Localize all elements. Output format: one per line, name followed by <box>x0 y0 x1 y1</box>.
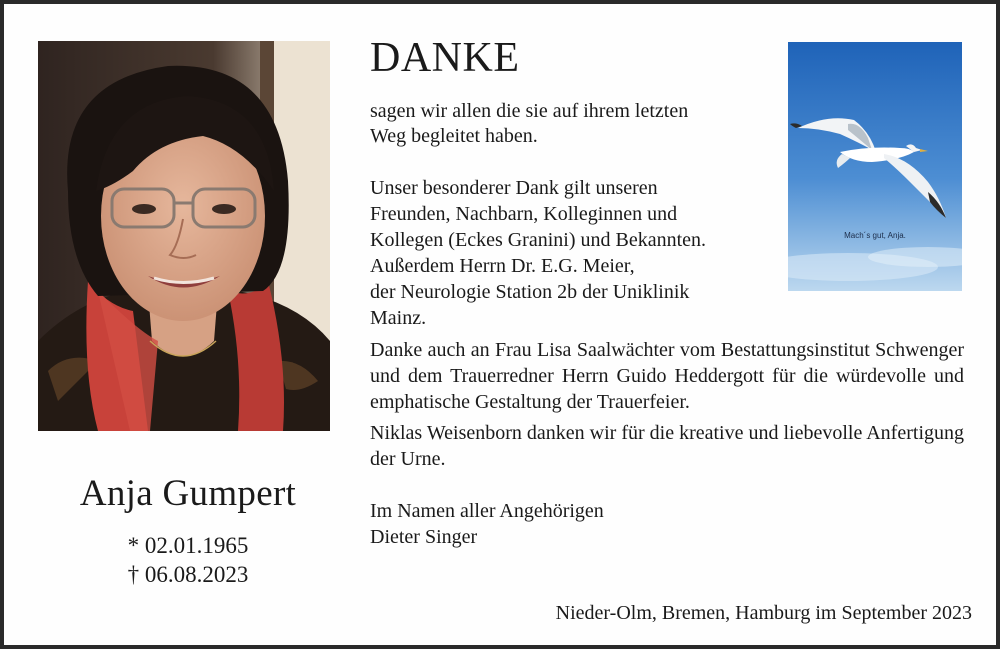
special-thanks-line: der Neurologie Station 2b der Uniklinik <box>370 281 690 303</box>
portrait-illustration <box>38 41 330 431</box>
signature <box>370 498 770 550</box>
death-date: † 06.08.2023 <box>127 562 249 587</box>
special-thanks-line: Freunden, Nachbarn, Kolleginnen und <box>370 203 678 225</box>
birth-date: * 02.01.1965 <box>127 533 249 558</box>
photo-caption: Mach´s gut, Anja. <box>844 231 906 240</box>
special-thanks-line: Außerdem Herrn Dr. E.G. Meier, <box>370 255 635 277</box>
seagull-illustration <box>788 42 962 291</box>
signature-name: Dieter Singer <box>370 526 478 548</box>
special-thanks-line: Mainz. <box>370 307 427 329</box>
portrait-photo <box>38 41 330 431</box>
page-title: DANKE <box>370 35 520 81</box>
deceased-name: Anja Gumpert <box>79 473 297 514</box>
special-thanks-line: Unser besonderer Dank gilt unseren <box>370 177 658 199</box>
thanks-paragraph-urn: Niklas Weisenborn danken wir für die kreative und liebevolle Anfertigung der Urne. <box>370 422 964 470</box>
thanks-paragraph-funeral: Danke auch an Frau Lisa Saalwächter vom Bestattungsinstitut Schwenger und dem Trauerredner Herrn Guido Heddergott für die würdevolle und emphatische Gestaltung der Trauerfeier. <box>370 339 964 413</box>
intro-line: sagen wir allen die sie auf ihrem letzten <box>370 100 689 122</box>
place-date: Nieder-Olm, Bremen, Hamburg im September 2023 <box>555 602 972 624</box>
seagull-photo <box>788 42 962 291</box>
life-dates <box>38 531 338 589</box>
special-thanks-line: Kollegen (Eckes Granini) und Bekannten. <box>370 229 707 251</box>
intro-line: Weg begleitet haben. <box>370 125 538 147</box>
signature-line: Im Namen aller Angehörigen <box>370 500 604 522</box>
intro-text <box>370 99 770 149</box>
special-thanks <box>370 175 780 331</box>
